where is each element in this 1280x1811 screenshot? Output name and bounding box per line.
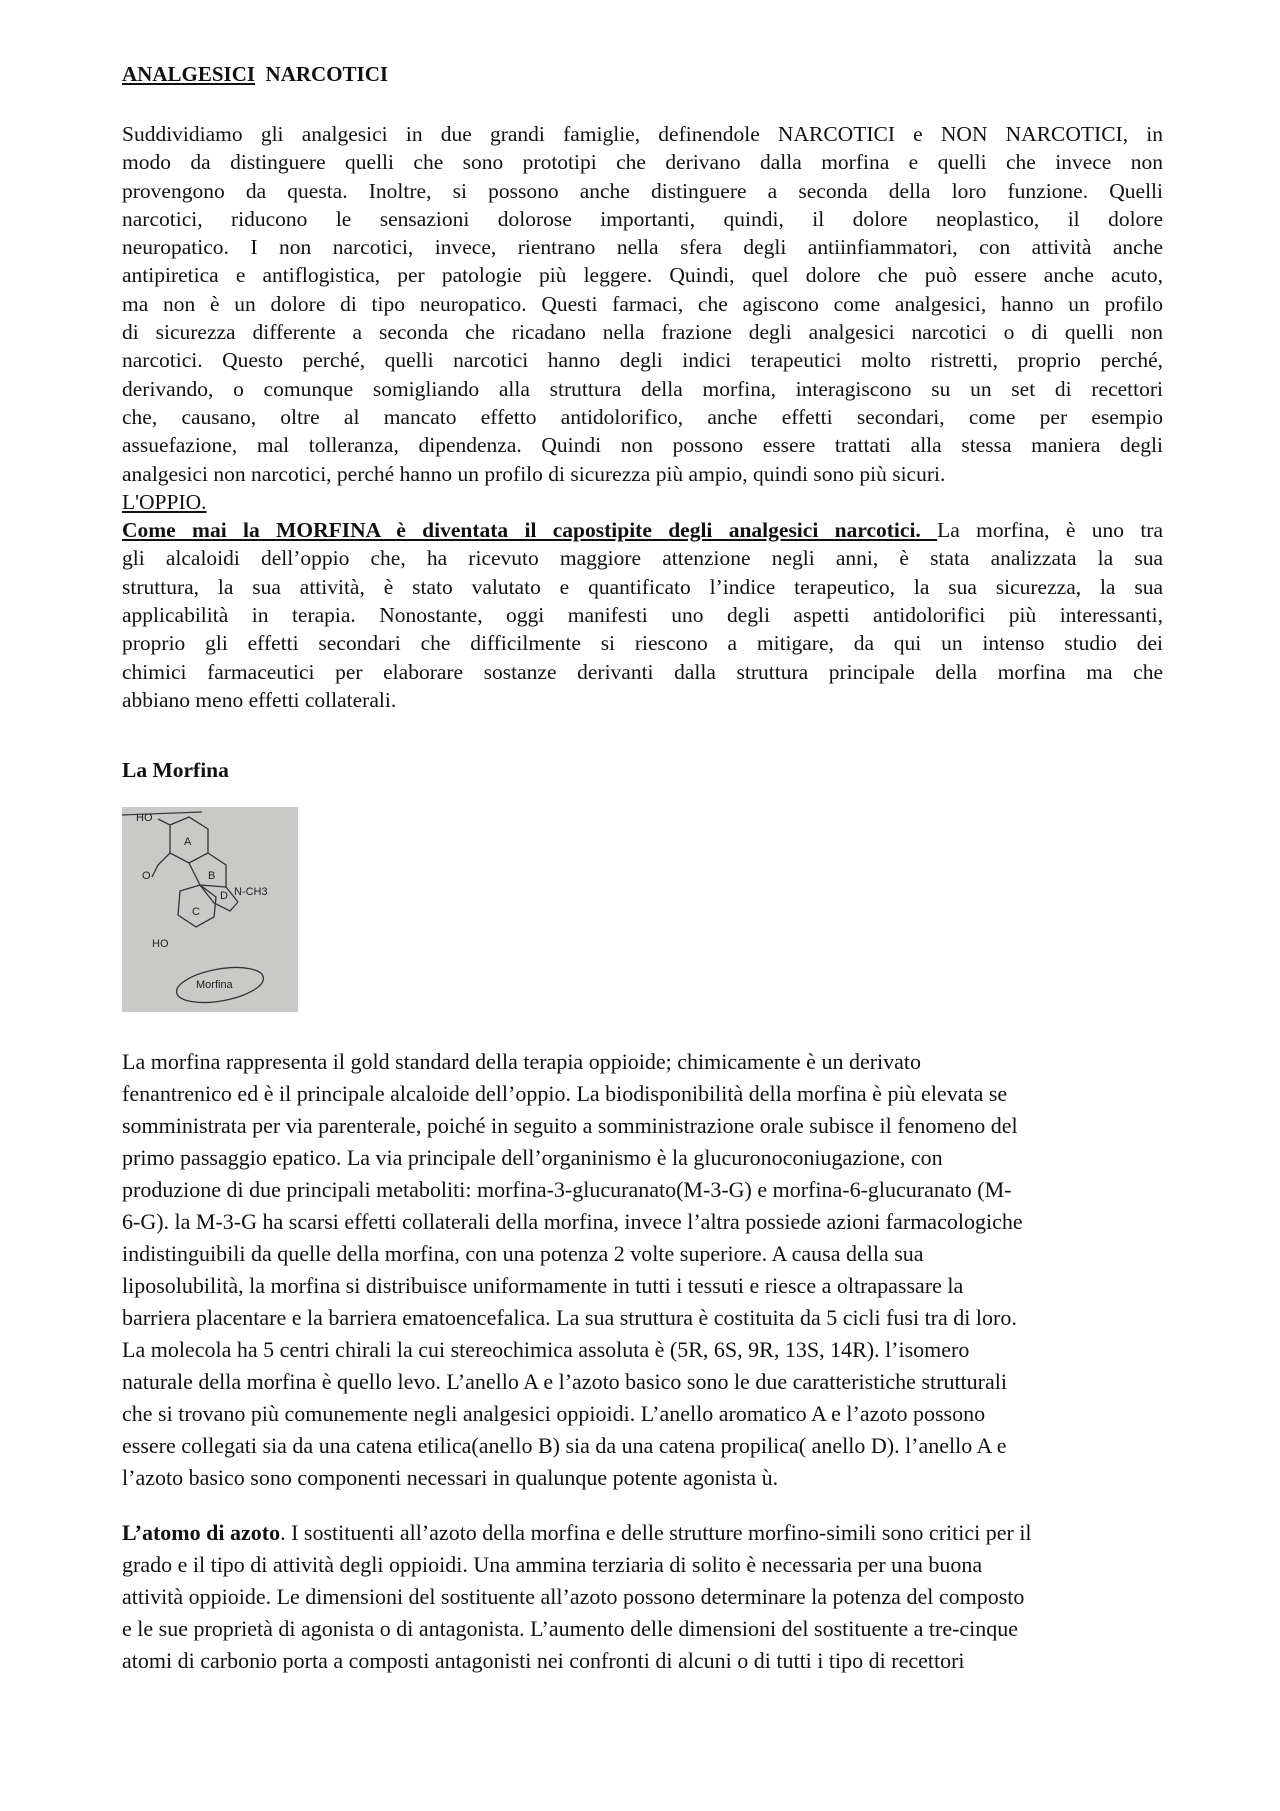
text-line: neuropatico. I non narcotici, invece, rientrano nella sfera degli antiinfiammatori, con attività anche xyxy=(122,235,1163,260)
text-line: 6-G). la M-3-G ha scarsi effetti collaterali della morfina, invece l’altra possiede azioni farmacologiche xyxy=(122,1209,1023,1234)
text-line: applicabilità in terapia. Nonostante, oggi manifesti uno degli aspetti antidolorifici più interessanti, xyxy=(122,603,1163,628)
text-line: grado e il tipo di attività degli oppioidi. Una ammina terziaria di solito è necessaria per una buona xyxy=(122,1552,983,1577)
azoto-first-line xyxy=(122,1517,1163,1549)
text-line: di sicurezza differente a seconda che ricadano nella frazione degli analgesici narcotici o di quelli non xyxy=(122,320,1163,345)
document-title xyxy=(122,62,1163,87)
figure-ring-d: D xyxy=(220,890,228,902)
figure-amine: N-CH3 xyxy=(234,886,268,898)
text-line: somministrata per via parenterale, poiché in seguito a somministrazione orale subisce il fenomeno del xyxy=(122,1113,1018,1138)
text-line: gli alcaloidi dell’oppio che, ha ricevuto maggiore attenzione negli anni, è stata analizzata la sua xyxy=(122,546,1163,571)
text-line: La morfina rappresenta il gold standard della terapia oppioide; chimicamente è un derivato xyxy=(122,1049,922,1074)
morfina-paragraph xyxy=(122,1046,1163,1494)
intro-paragraph xyxy=(122,120,1163,714)
text-line: La molecola ha 5 centri chirali la cui stereochimica assoluta è (5R, 6S, 9R, 13S, 14R). l’isomero xyxy=(122,1337,970,1362)
azoto-lines xyxy=(122,1549,1163,1677)
figure-oxygen: O xyxy=(142,870,151,882)
figure-ho-top: HO xyxy=(136,812,153,824)
azoto-bold-lead: L’atomo di azoto xyxy=(122,1520,281,1545)
figure-ho-bottom: HO xyxy=(152,938,169,950)
text-line: provengono da questa. Inoltre, si possono anche distinguere a seconda della loro funzione. Quelli xyxy=(122,178,1163,203)
text-line: barriera placentare e la barriera ematoencefalica. La sua struttura è costituita da 5 cicli fusi tra di loro. xyxy=(122,1305,1017,1330)
text-line: fenantrenico ed è il principale alcaloide dell’oppio. La biodisponibilità della morfina è più elevata se xyxy=(122,1081,1008,1106)
text-line: essere collegati sia da una catena etilica(anello B) sia da una catena propilica( anello D). l’anello A e xyxy=(122,1433,1007,1458)
figure-ring-b: B xyxy=(208,870,216,882)
text-line: analgesici non narcotici, perché hanno un profilo di sicurezza più ampio, quindi sono più sicuri. xyxy=(122,461,946,486)
text-line: modo da distinguere quelli che sono prototipi che derivano dalla morfina e quelli che invece non xyxy=(122,150,1163,175)
section-heading: La Morfina xyxy=(122,758,229,782)
azoto-paragraph xyxy=(122,1517,1163,1677)
text-line: struttura, la sua attività, è stato valutato e quantificato l’indice terapeutico, la sua sicurezza, la sua xyxy=(122,574,1163,599)
intro-lines xyxy=(122,120,1163,488)
text-line: atomi di carbonio porta a composti antagonisti nei confronti di alcuni o di tutti i tipo di recettori xyxy=(122,1648,965,1673)
text-line: indistinguibili da quelle della morfina, con una potenza 2 volte superiore. A causa della sua xyxy=(122,1241,924,1266)
text-line: narcotici. Questo perché, quelli narcotici hanno degli indici terapeutici molto ristretti, proprio perché, xyxy=(122,348,1163,373)
title-rest: NARCOTICI xyxy=(255,62,389,86)
morfina-intro-first-line xyxy=(122,516,1163,544)
title-underlined: ANALGESICI xyxy=(122,62,256,86)
text-line: ma non è un dolore di tipo neuropatico. Questi farmaci, che agiscono come analgesici, hanno un profilo xyxy=(122,291,1163,316)
azoto-first-rest: . I sostituenti all’azoto della morfina e delle strutture morfino-simili sono critici per il xyxy=(280,1520,1032,1545)
figure-ring-a: A xyxy=(184,836,192,848)
text-line: e le sue proprietà di agonista o di antagonista. L’aumento delle dimensioni del sostituente a tre-cinque xyxy=(122,1616,1019,1641)
figure-caption: Morfina xyxy=(196,979,233,991)
text-line: narcotici, riducono le sensazioni dolorose importanti, quindi, il dolore neoplastico, il dolore xyxy=(122,206,1163,231)
text-line: proprio gli effetti secondari che difficilmente si riescono a mitigare, da qui un intenso studio dei xyxy=(122,631,1163,656)
text-line: assuefazione, mal tolleranza, dipendenza. Quindi non possono essere trattati alla stessa maniera degli xyxy=(122,433,1163,458)
text-line: abbiano meno effetti collaterali. xyxy=(122,687,397,712)
text-line: Suddividiamo gli analgesici in due grandi famiglie, definendole NARCOTICI e NON NARCOTICI, in xyxy=(122,122,1163,146)
text-line: chimici farmaceutici per elaborare sostanze derivanti dalla struttura principale della morfina ma che xyxy=(122,659,1163,684)
text-line: derivando, o comunque somigliando alla struttura della morfina, interagiscono su un set di recettori xyxy=(122,376,1163,401)
text-line: antipiretica e antiflogistica, per patologie più leggere. Quindi, quel dolore che può essere anche acuto, xyxy=(122,263,1163,288)
morfina-intro-lines xyxy=(122,544,1163,714)
text-line: produzione di due principali metaboliti: morfina-3-glucuranato(M-3-G) e morfina-6-glucuranato (M- xyxy=(122,1177,1012,1202)
oppio-label: L'OPPIO. xyxy=(122,489,207,514)
text-line: che si trovano più comunemente negli analgesici oppioidi. L’anello aromatico A e l’azoto possono xyxy=(122,1401,986,1426)
text-line: che, causano, oltre al mancato effetto antidolorifico, anche effetti secondari, come per esempio xyxy=(122,404,1163,429)
text-line: l’azoto basico sono componenti necessari in qualunque potente agonista ù. xyxy=(122,1465,779,1490)
morphine-structure-image xyxy=(122,807,298,1012)
text-line: naturale della morfina è quello levo. L’anello A e l’azoto basico sono le due caratteristiche strutturali xyxy=(122,1369,1007,1394)
figure-ring-c: C xyxy=(192,906,200,918)
text-line: primo passaggio epatico. La via principale dell’organinismo è la glucuronoconiugazione, con xyxy=(122,1145,943,1170)
text-line: attività oppioide. Le dimensioni del sostituente all’azoto possono determinare la potenza del composto xyxy=(122,1584,1025,1609)
morfina-intro-first-rest: La morfina, è uno tra xyxy=(937,518,1163,543)
morfina-intro-bold-lead: Come mai la MORFINA è diventata il capostipite degli analgesici narcotici. xyxy=(122,518,938,543)
oppio-label-line xyxy=(122,488,1163,516)
text-line: liposolubilità, la morfina si distribuisce uniformamente in tutti i tessuti e riesce a oltrapassare la xyxy=(122,1273,964,1298)
